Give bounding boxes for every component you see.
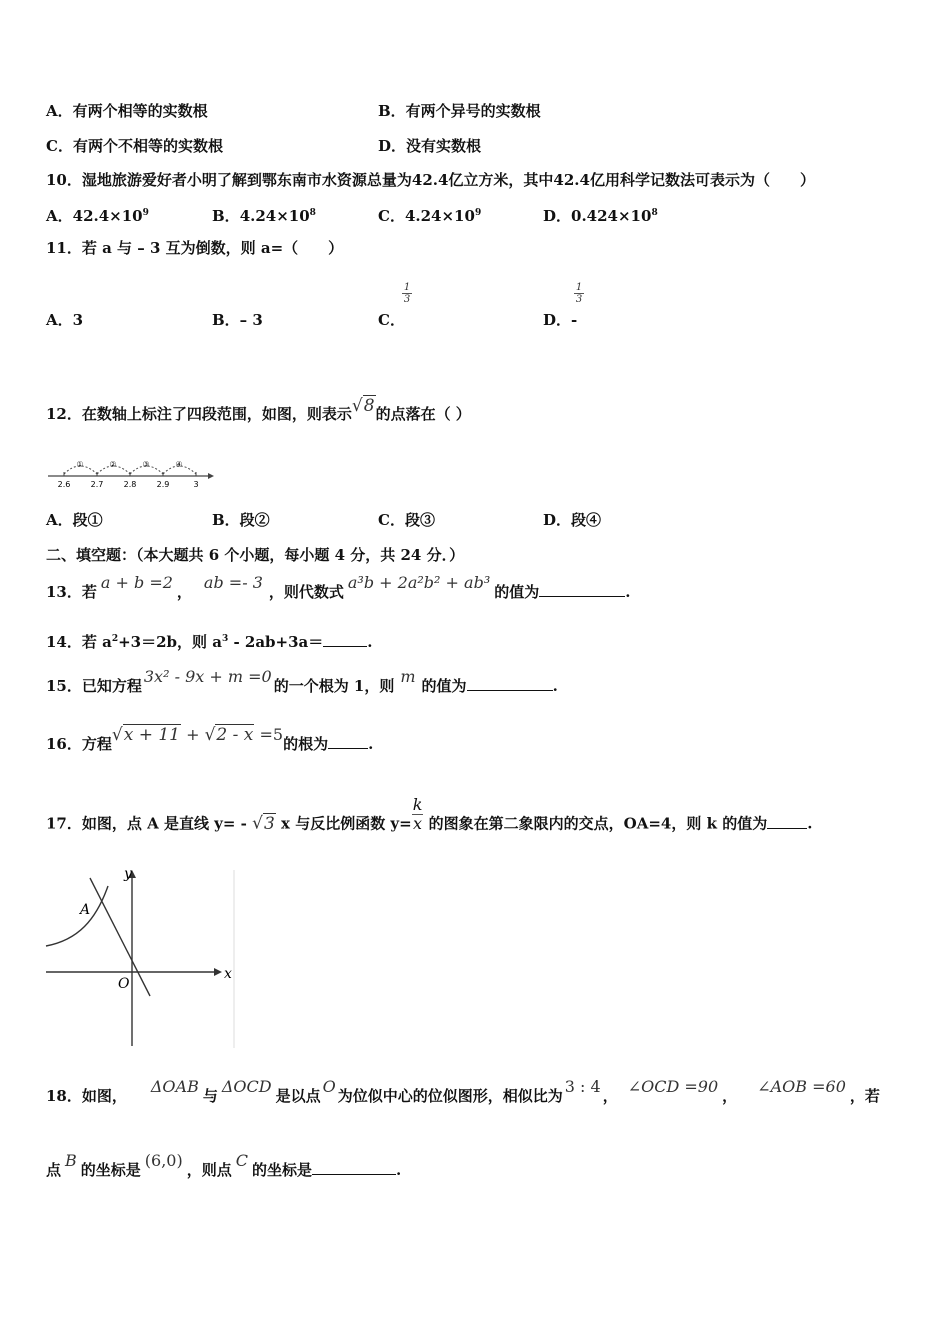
x-axis-label: x <box>224 966 232 982</box>
q18-answer-blank <box>312 1160 396 1175</box>
q12-option-a: A．段① <box>46 511 103 529</box>
q10-stem: 10．湿地旅游爱好者小明了解到鄂东南市水资源总量为42.4亿立方米，其中42.4亿用科学记数法可表示为（ ） <box>46 171 815 189</box>
q9-option-a: A．有两个相等的实数根 <box>46 102 208 120</box>
q13-answer-blank <box>539 582 625 597</box>
number-line-figure <box>44 452 216 492</box>
q16-answer-blank <box>328 734 368 749</box>
q9-option-d: D．没有实数根 <box>378 137 482 155</box>
q11-option-b: B．– 3 <box>212 311 263 329</box>
x-axis-arrow <box>214 968 222 976</box>
tick-label-2-9: 2.9 <box>156 480 170 489</box>
q17-sqrt: √3 <box>252 813 275 834</box>
segment-label-2: ② <box>109 460 117 469</box>
q10-option-c: C．$4.24\times 10^9$ <box>378 207 482 225</box>
q12-option-c: C．段③ <box>378 511 435 529</box>
q16: 16．方程√x + 11 + √2 - x =5的根为 . <box>46 725 374 753</box>
q12-sqrt: √8 <box>351 396 375 416</box>
q9-option-b: B．有两个异号的实数根 <box>378 102 541 120</box>
q17-fraction: $\frac{k}{x}$ <box>412 795 423 833</box>
q17-coordinate-figure <box>44 866 240 1050</box>
q11-option-c-fraction: $\frac{1}{3}$ <box>403 282 411 305</box>
q10-option-d: D．$0.424\times 10^8$ <box>543 207 658 225</box>
tick-label-2-8: 2.8 <box>123 480 137 489</box>
y-axis-label: y <box>124 866 132 882</box>
q10-option-b: B．$4.24\times 10^8$ <box>212 207 316 225</box>
tick-label-3: 3 <box>193 480 199 489</box>
q12-option-b: B．段② <box>212 511 270 529</box>
q14: 14．若 $a^2+3=2b$，则 $a^3 - 2ab+3a=$ . <box>46 633 373 651</box>
q11-option-d-fraction: $\frac{1}{3}$ <box>575 282 583 305</box>
q11-stem: 11．若 a 与 – 3 互为倒数，则 a=（ ） <box>46 239 344 257</box>
q11-option-d: D．- <box>543 311 578 329</box>
q12-stem: 12．在数轴上标注了四段范围，如图，则表示√8的点落在（ ） <box>46 396 471 423</box>
q16-equation: √x + 11 + √2 - x =5 <box>111 725 284 745</box>
point-a-label: A <box>80 902 91 918</box>
q13: 13．若 a + b =2 ， ab =- 3 ，则代数式 a³b + 2a²b² + ab³ 的值为 . <box>46 573 631 601</box>
q9-option-c: C．有两个不相等的实数根 <box>46 137 223 155</box>
tick-label-2-6: 2.6 <box>57 480 71 489</box>
tick-label-2-7: 2.7 <box>90 480 104 489</box>
q11-option-c: C． <box>378 311 405 329</box>
segment-label-4: ④ <box>175 460 183 469</box>
q17: 17．如图，点 A 是直线 y= - √3 x 与反比例函数 y= $\frac{k}{x}$ 的图象在第二象限内的交点，OA=4，则 k 的值为 . <box>46 795 813 834</box>
origin-label: O <box>118 976 130 992</box>
q11-option-a: A．3 <box>46 311 84 329</box>
section-2-heading: 二、填空题：（本大题共 6 个小题，每小题 4 分，共 24 分．） <box>46 546 465 564</box>
q15-answer-blank <box>467 676 553 691</box>
q12-option-d: D．段④ <box>543 511 602 529</box>
number-line-arrow <box>208 473 214 479</box>
q14-answer-blank <box>323 632 367 647</box>
segment-label-3: ③ <box>142 460 150 469</box>
q18-line-2: 点 B 的坐标是 (6,0) ，则点 C 的坐标是 . <box>46 1151 402 1179</box>
q18-line-1: 18．如图， ΔOAB 与 ΔOCD 是以点 O 为位似中心的位似图形，相似比为 3 : 4 ， ∠OCD =90 ， ∠AOB =60 ，若 <box>46 1077 880 1105</box>
q15: 15．已知方程 3x² - 9x + m =0 的一个根为 1，则 m 的值为 . <box>46 667 558 695</box>
q10-option-a: A．$42.4\times 10^9$ <box>46 207 149 225</box>
segment-label-1: ① <box>76 460 84 469</box>
q17-answer-blank <box>767 814 807 829</box>
